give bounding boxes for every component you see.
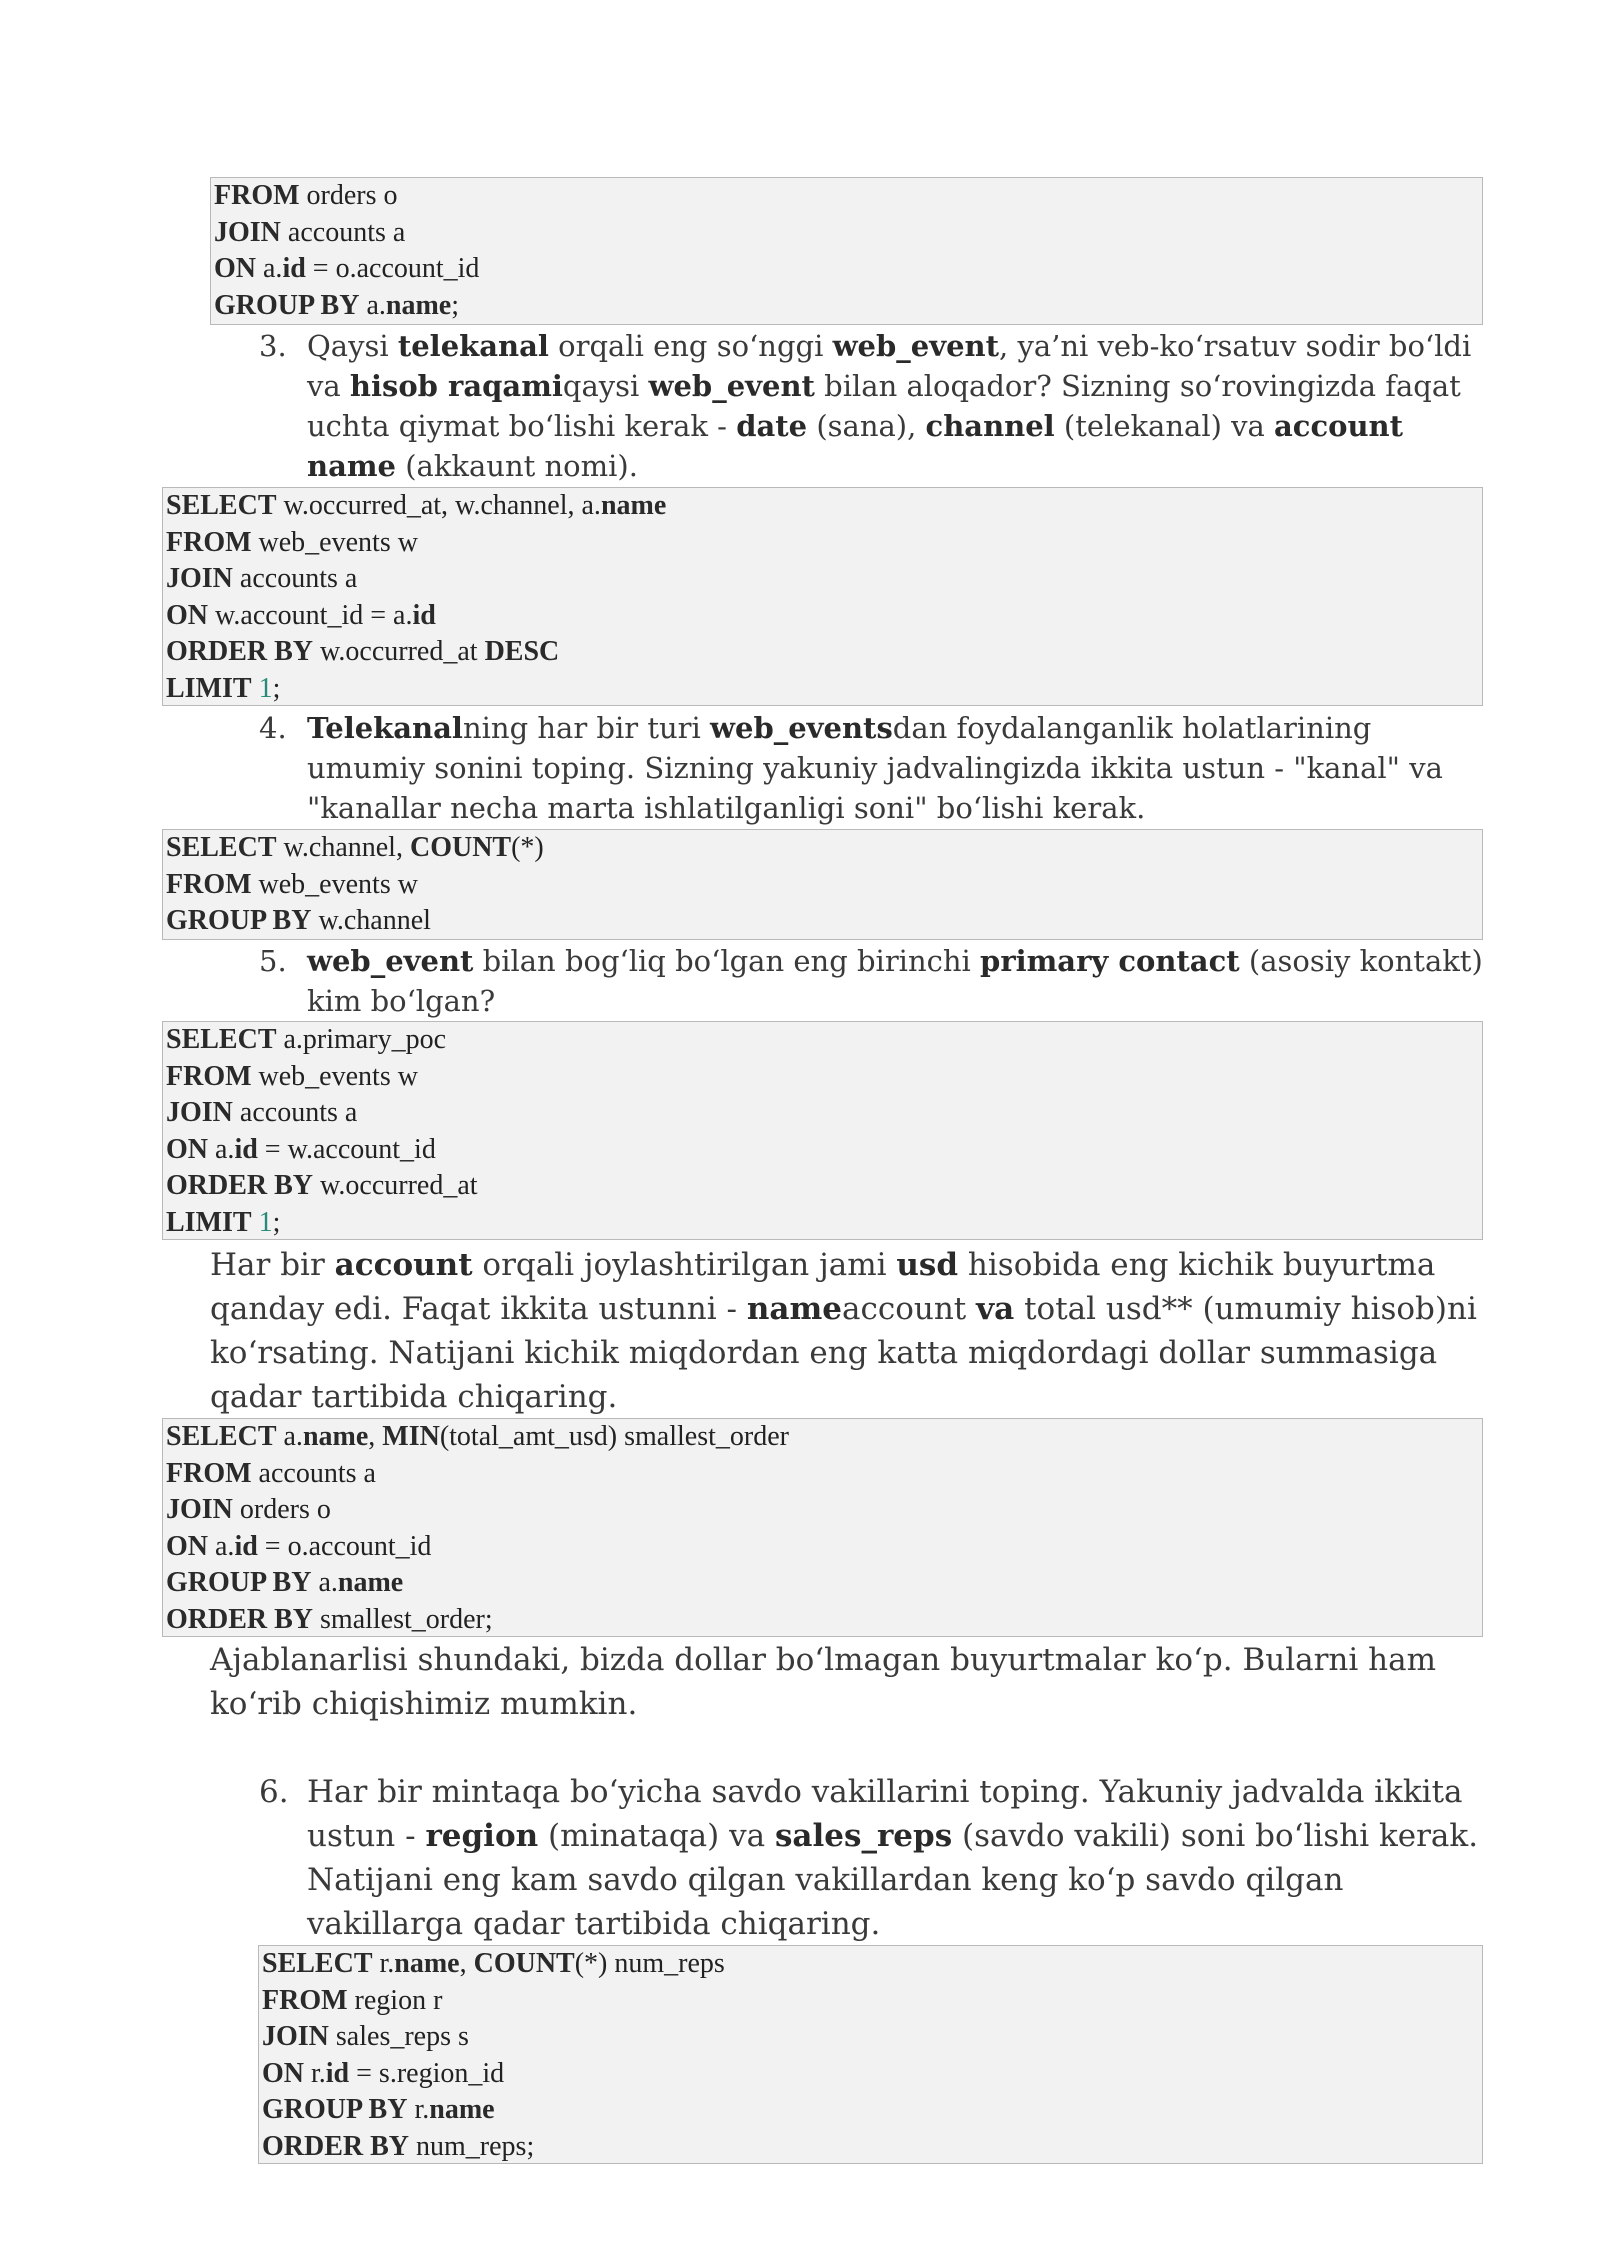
sql-keyword: FROM	[262, 1984, 348, 2016]
sql-keyword: SELECT	[166, 490, 277, 521]
sql-keyword: JOIN	[214, 216, 281, 248]
text-run: orqali joylashtirilgan jami	[472, 1247, 897, 1283]
text-run: a.	[311, 1567, 338, 1599]
sql-keyword: GROUP BY	[166, 905, 312, 937]
code-line	[214, 215, 1479, 252]
text-run: , ya’ni veb-ko‘rsatuv sodir bo‘ldi va	[307, 329, 1472, 403]
sql-keyword: SELECT	[262, 1948, 373, 1979]
text-run: a.	[359, 289, 386, 321]
sql-code-block	[258, 1945, 1483, 2164]
text-run: total usd** (umumiy hisob)ni ko‘rsating. Natijani kichik miqdordan eng katta miqdordagi dollar summasiga qadar tartibida chiqaring.	[210, 1291, 1477, 1415]
bold-term: va	[976, 1291, 1015, 1327]
sql-keyword: FROM	[214, 180, 300, 211]
code-line	[166, 488, 1479, 525]
text-run: (*) num_reps	[574, 1948, 725, 1979]
question-text	[307, 326, 1491, 486]
sql-keyword: JOIN	[262, 2021, 329, 2053]
sql-keyword: DESC	[484, 636, 560, 668]
text-run: bilan bog‘liq bo‘lgan eng birinchi	[473, 944, 981, 978]
code-line	[262, 1983, 1479, 2020]
text-run: num_reps;	[409, 2130, 535, 2162]
text-run: a.	[208, 1133, 235, 1165]
code-line	[166, 1168, 1479, 1205]
bold-term: name	[746, 1291, 842, 1327]
code-line	[166, 525, 1479, 562]
text-run: accounts a	[280, 216, 406, 248]
code-line	[166, 1132, 1479, 1169]
text-run: Ajablanarlisi shundaki, bizda dollar bo‘lmagan buyurtmalar ko‘p. Bularni ham ko‘rib chiqishimiz mumkin.	[210, 1642, 1436, 1722]
question-item	[259, 941, 1491, 1021]
sql-keyword: FROM	[166, 1060, 252, 1092]
text-run: account	[842, 1291, 977, 1327]
bold-term: hisob raqami	[349, 369, 563, 403]
sql-keyword: id	[325, 2057, 350, 2089]
code-line	[166, 903, 1479, 940]
sql-keyword: ON	[166, 599, 208, 631]
code-line	[262, 1946, 1479, 1983]
code-line	[214, 251, 1479, 288]
question-item	[259, 1770, 1491, 1946]
code-line	[262, 2129, 1479, 2166]
text-run: web_events w	[251, 1060, 418, 1092]
text-run: ,	[368, 1421, 383, 1452]
text-run: ;	[272, 672, 281, 704]
sql-keyword: GROUP BY	[166, 1567, 312, 1599]
text-run: 1	[258, 672, 273, 704]
text-run: region r	[347, 1984, 443, 2016]
bold-term: account name	[307, 409, 1404, 483]
sql-keyword: LIMIT	[166, 672, 252, 704]
sql-keyword: JOIN	[166, 563, 233, 595]
question-number: 3.	[259, 329, 287, 363]
sql-keyword: name	[429, 2094, 495, 2126]
text-run: (sana),	[807, 409, 926, 443]
code-line	[166, 830, 1479, 867]
paragraph	[210, 1243, 1480, 1419]
code-line	[166, 598, 1479, 635]
text-run: qaysi	[562, 369, 649, 403]
code-line	[166, 1529, 1479, 1566]
text-run: ;	[451, 289, 460, 321]
bold-term: sales_reps	[774, 1818, 953, 1854]
text-run: 1	[258, 1206, 273, 1238]
text-run: web_events w	[251, 526, 418, 558]
sql-keyword: id	[234, 1530, 258, 1562]
sql-keyword: id	[234, 1133, 258, 1165]
text-run: Har bir mintaqa bo‘yicha savdo vakillarini toping. Yakuniy jadvalda ikkita ustun -	[307, 1774, 1463, 1854]
code-line	[262, 2056, 1479, 2093]
text-run: sales_reps s	[328, 2021, 469, 2053]
text-run: hisobida eng kichik buyurtma qanday edi. Faqat ikkita ustunni -	[210, 1247, 1436, 1327]
code-line	[262, 2092, 1479, 2129]
text-run: (telekanal) va	[1054, 409, 1275, 443]
code-line	[166, 671, 1479, 708]
code-line	[166, 1602, 1479, 1639]
code-line	[166, 1095, 1479, 1132]
text-run: r.	[372, 1948, 395, 1979]
sql-keyword: JOIN	[166, 1097, 233, 1129]
sql-keyword: ON	[262, 2057, 304, 2089]
bold-term: web_events	[710, 711, 893, 745]
question-text	[307, 941, 1491, 1021]
sql-keyword: ON	[166, 1530, 208, 1562]
sql-keyword: GROUP BY	[262, 2094, 408, 2126]
text-run: dan foydalanganlik holatlarining umumiy sonini toping. Sizning yakuniy jadvalingizda ikkita ustun - "kanal" va "kanallar necha marta ishlatilganligi soni" bo‘lishi kerak.	[307, 711, 1443, 825]
text-run: web_events w	[251, 868, 418, 900]
sql-code-block	[162, 1418, 1483, 1637]
sql-keyword: LIMIT	[166, 1206, 252, 1238]
text-run: accounts a	[232, 1097, 358, 1129]
bold-term: usd	[896, 1247, 959, 1283]
bold-term: web_event	[648, 369, 815, 403]
code-line	[166, 1456, 1479, 1493]
text-run: w.occurred_at, w.channel, a.	[276, 490, 601, 521]
bold-term: primary contact	[980, 944, 1240, 978]
code-line	[166, 1492, 1479, 1529]
text-run: = s.region_id	[349, 2057, 505, 2089]
sql-keyword: ORDER BY	[262, 2130, 410, 2162]
sql-keyword: GROUP BY	[214, 289, 360, 321]
text-run: a.	[256, 253, 283, 285]
text-run: orders o	[299, 180, 398, 211]
text-run: (total_amt_usd) smallest_order	[439, 1421, 789, 1452]
sql-keyword: JOIN	[166, 1494, 233, 1526]
sql-keyword: SELECT	[166, 1024, 277, 1055]
text-run: (akkaunt nomi).	[396, 449, 638, 483]
sql-keyword: id	[282, 253, 306, 285]
bold-term: account	[334, 1247, 473, 1283]
sql-code-block	[210, 177, 1483, 325]
text-run: smallest_order;	[313, 1603, 493, 1635]
code-line	[214, 288, 1479, 325]
question-item	[259, 708, 1491, 828]
text-run: = w.account_id	[257, 1133, 436, 1165]
text-run	[252, 673, 259, 704]
sql-keyword: FROM	[166, 1457, 252, 1489]
text-run: Qaysi	[307, 329, 398, 363]
question-number: 4.	[259, 711, 287, 745]
bold-term: Telekanal	[307, 711, 463, 745]
text-run: w.account_id = a.	[208, 599, 413, 631]
text-run: r.	[407, 2094, 430, 2126]
question-number: 5.	[259, 944, 287, 978]
sql-code-block	[162, 487, 1483, 706]
bold-term: channel	[925, 409, 1055, 443]
code-line	[166, 1419, 1479, 1456]
sql-keyword: name	[385, 289, 452, 321]
text-run: w.occurred_at	[313, 636, 485, 668]
question-number: 6.	[259, 1774, 289, 1810]
text-run: bilan aloqador? Sizning so‘rovingizda faqat uchta qiymat bo‘lishi kerak -	[307, 369, 1461, 443]
sql-keyword: SELECT	[166, 832, 277, 863]
text-run: (minataqa) va	[538, 1818, 775, 1854]
text-run: orders o	[232, 1494, 331, 1526]
sql-keyword: id	[412, 599, 436, 631]
code-line	[166, 1059, 1479, 1096]
sql-keyword: ORDER BY	[166, 1170, 314, 1202]
question-text	[307, 708, 1491, 828]
text-run: w.occurred_at	[313, 1170, 478, 1202]
text-run: r.	[304, 2057, 326, 2089]
paragraph	[210, 1638, 1480, 1726]
code-line	[166, 1205, 1479, 1242]
bold-term: web_event	[307, 944, 474, 978]
sql-keyword: COUNT	[473, 1948, 575, 1979]
text-run: ning har bir turi	[462, 711, 711, 745]
sql-code-block	[162, 829, 1483, 940]
code-line	[166, 867, 1479, 904]
text-run: orqali eng so‘nggi	[548, 329, 833, 363]
question-item	[259, 326, 1491, 486]
text-run: accounts a	[232, 563, 358, 595]
sql-keyword: ORDER BY	[166, 636, 314, 668]
text-run: = o.account_id	[305, 253, 480, 285]
text-run: a.	[208, 1530, 235, 1562]
sql-keyword: MIN	[382, 1421, 440, 1452]
code-line	[214, 178, 1479, 215]
sql-keyword: COUNT	[409, 832, 512, 863]
code-line	[166, 561, 1479, 598]
sql-keyword: name	[337, 1567, 404, 1599]
code-line	[166, 634, 1479, 671]
bold-term: telekanal	[397, 329, 549, 363]
code-line	[262, 2019, 1479, 2056]
code-line	[166, 1565, 1479, 1602]
text-run: w.channel	[311, 905, 431, 937]
text-run: (*)	[511, 832, 544, 863]
text-run	[252, 1207, 259, 1238]
sql-keyword: name	[600, 490, 667, 521]
sql-keyword: ON	[214, 253, 256, 285]
sql-keyword: name	[394, 1948, 460, 1979]
text-run: Har bir	[210, 1247, 335, 1283]
sql-keyword: ORDER BY	[166, 1603, 314, 1635]
sql-keyword: FROM	[166, 526, 252, 558]
text-run: w.channel,	[276, 832, 410, 863]
text-run: a.primary_poc	[276, 1024, 446, 1055]
text-run: = o.account_id	[257, 1530, 432, 1562]
sql-keyword: name	[302, 1421, 369, 1452]
text-run: a.	[276, 1421, 303, 1452]
text-run: ,	[459, 1948, 474, 1979]
sql-code-block	[162, 1021, 1483, 1240]
question-text	[307, 1770, 1491, 1946]
text-run: accounts a	[251, 1457, 376, 1489]
text-run: (savdo vakili) soni bo‘lishi kerak. Natijani eng kam savdo qilgan vakillardan keng ko‘p savdo qilgan vakillarga qadar tartibida chiqaring.	[307, 1818, 1479, 1942]
sql-keyword: ON	[166, 1133, 208, 1165]
bold-term: date	[736, 409, 808, 443]
code-line	[166, 1022, 1479, 1059]
bold-term: region	[425, 1818, 539, 1854]
text-run: ;	[272, 1206, 281, 1238]
bold-term: web_event	[832, 329, 1000, 363]
sql-keyword: FROM	[166, 868, 252, 900]
sql-keyword: SELECT	[166, 1421, 277, 1452]
text-run: (asosiy kontakt) kim bo‘lgan?	[307, 944, 1483, 1018]
